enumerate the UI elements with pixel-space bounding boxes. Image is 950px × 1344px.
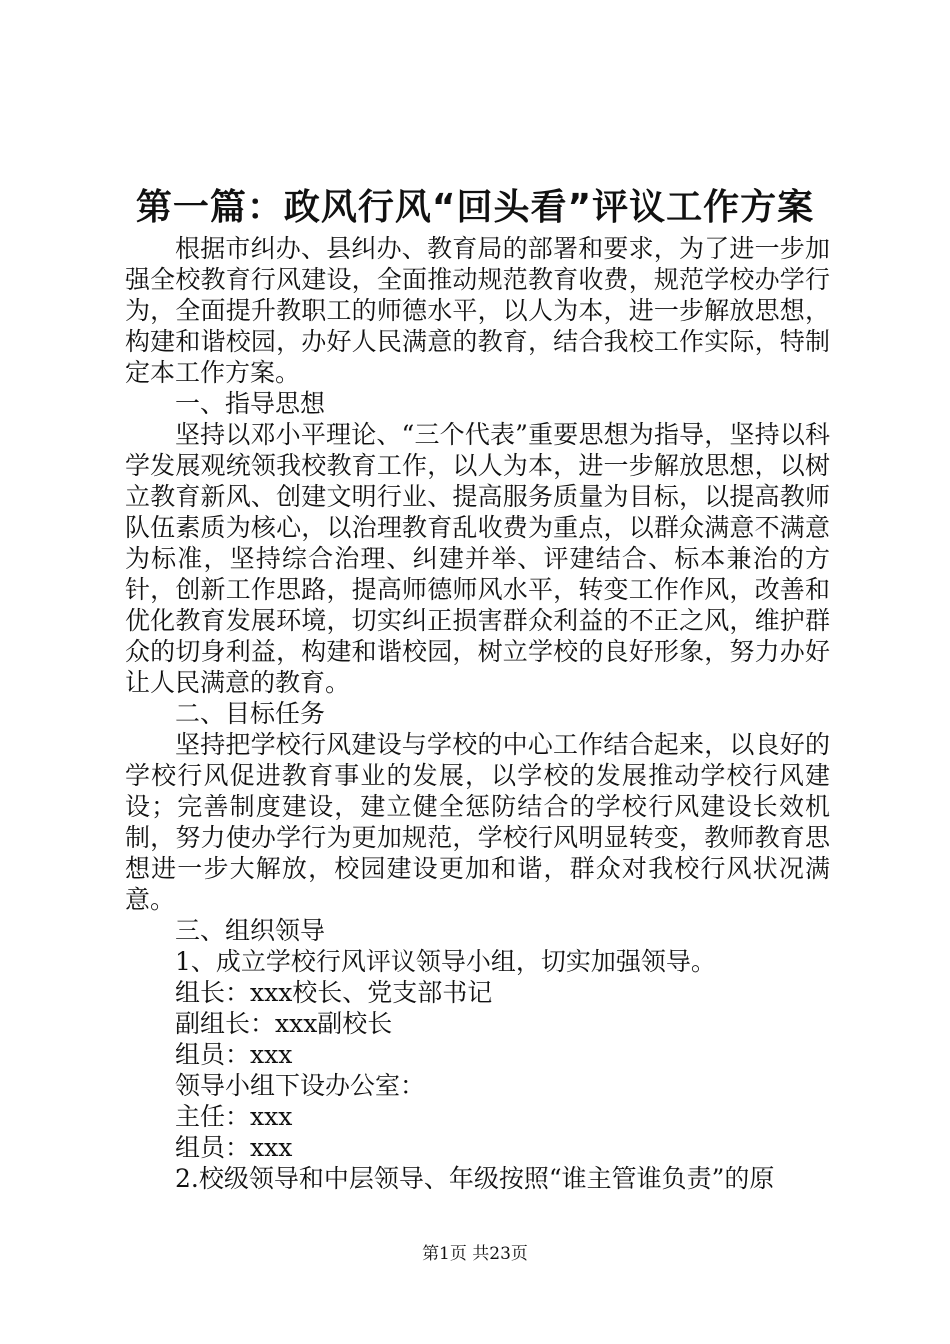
section-heading-organization: 三、组织领导 <box>175 916 326 945</box>
office-line: 领导小组下设办公室： <box>175 1071 426 1100</box>
office-members-line: 组员：xxx <box>175 1133 293 1162</box>
members-line: 组员：xxx <box>175 1040 293 1069</box>
organization-item-2: 2.校级领导和中层领导、年级按照“谁主管谁负责”的原 <box>175 1164 775 1193</box>
organization-item-1: 1、成立学校行风评议领导小组，切实加强领导。 <box>175 947 716 976</box>
document-title: 第一篇：政风行风“回头看”评议工作方案 <box>135 187 815 228</box>
document-body <box>125 233 830 1194</box>
section-heading-guiding-thought: 一、指导思想 <box>175 389 326 418</box>
page-footer: 第1页 共23页 <box>422 1244 528 1264</box>
deputy-leader-line: 副组长：xxx副校长 <box>175 1009 393 1038</box>
director-line: 主任：xxx <box>175 1102 293 1131</box>
guiding-thought-paragraph: 坚持以邓小平理论、“三个代表”重要思想为指导，坚持以科学发展观统领我校教育工作，以人为本，进一步解放思想，以树立教育新风、创建文明行业、提高服务质量为目标，以提高教师队伍素质为核心，以治理教育乱收费为重点，以群众满意不满意为标准，坚持综合治理、纠建并举、评建结合、标本兼治的方针，创新工作思路，提高师德师风水平，转变工作作风，改善和优化教育发展环境，切实纠正损害群众利益的不正之风，维护群众的切身利益，构建和谐校园，树立学校的良好形象，努力办好让人民满意的教育。 <box>125 420 830 697</box>
goals-paragraph: 坚持把学校行风建设与学校的中心工作结合起来，以良好的学校行风促进教育事业的发展，以学校的发展推动学校行风建设；完善制度建设，建立健全惩防结合的学校行风建设长效机制，努力使办学行为更加规范，学校行风明显转变，教师教育思想进一步大解放，校园建设更加和谐，群众对我校行风状况满意。 <box>125 730 830 914</box>
intro-paragraph: 根据市纠办、县纠办、教育局的部署和要求，为了进一步加强全校教育行风建设，全面推动规范教育收费，规范学校办学行为，全面提升教职工的师德水平，以人为本，进一步解放思想，构建和谐校园，办好人民满意的教育，结合我校工作实际，特制定本工作方案。 <box>125 234 830 387</box>
leader-line: 组长：xxx校长、党支部书记 <box>175 978 493 1007</box>
section-heading-goals: 二、目标任务 <box>175 699 326 728</box>
